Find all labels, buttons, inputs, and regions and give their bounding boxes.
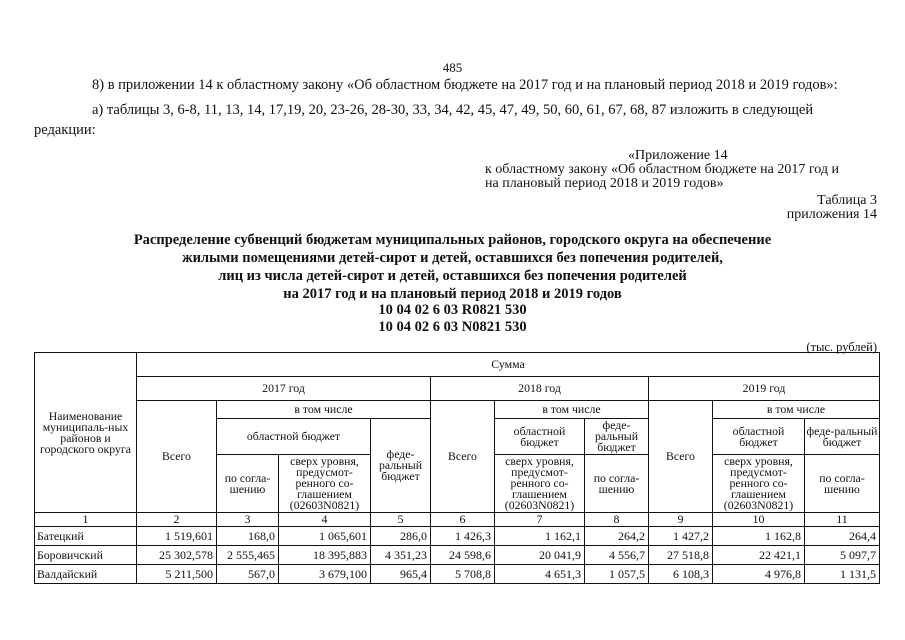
table-cell: 4 351,23 bbox=[371, 546, 431, 565]
table-cell: 4 556,7 bbox=[585, 546, 649, 565]
table-number: Таблица 3 bbox=[817, 193, 877, 208]
column-number: 4 bbox=[279, 513, 371, 527]
appendix-title: «Приложение 14 bbox=[628, 148, 728, 163]
table-cell: 965,4 bbox=[371, 565, 431, 584]
total-2018-header: Всего bbox=[431, 401, 495, 513]
table-cell: 1 065,601 bbox=[279, 527, 371, 546]
name-column-header: Наименование муниципаль-ных районов и городского округа bbox=[35, 353, 137, 513]
table-cell: 5 211,500 bbox=[137, 565, 217, 584]
total-2017-header: Всего bbox=[137, 401, 217, 513]
page-number: 485 bbox=[442, 60, 463, 75]
table-cell: 1 519,601 bbox=[137, 527, 217, 546]
column-number: 11 bbox=[805, 513, 880, 527]
table-cell: 264,4 bbox=[805, 527, 880, 546]
title-line-2: жилыми помещениями детей-сирот и детей, оставшихся без попечения родителей, bbox=[182, 250, 723, 266]
budget-code-2: 10 04 02 6 03 N0821 530 bbox=[378, 319, 527, 335]
table-cell: 1 162,8 bbox=[713, 527, 805, 546]
column-number: 9 bbox=[649, 513, 713, 527]
table-cell: 2 555,465 bbox=[217, 546, 279, 565]
appendix-law-line2: на плановый период 2018 и 2019 годов» bbox=[485, 176, 724, 191]
table-cell: 1 427,2 bbox=[649, 527, 713, 546]
by-agreement-2018-header: по согла-шению bbox=[585, 455, 649, 513]
column-number: 1 bbox=[35, 513, 137, 527]
regional-2019-header: областной бюджет bbox=[713, 419, 805, 455]
year-2017-header: 2017 год bbox=[137, 377, 431, 401]
by-agreement-2017-header: по согла-шению bbox=[217, 455, 279, 513]
including-2018-header: в том числе bbox=[495, 401, 649, 419]
total-2019-header: Всего bbox=[649, 401, 713, 513]
table-row bbox=[35, 527, 880, 546]
table-appendix-ref: приложения 14 bbox=[786, 207, 877, 222]
units-label: (тыс. рублей) bbox=[806, 340, 877, 354]
column-number: 10 bbox=[713, 513, 805, 527]
table-cell: 4 976,8 bbox=[713, 565, 805, 584]
table-row bbox=[35, 546, 880, 565]
federal-2017-header: феде-ральный бюджет bbox=[371, 419, 431, 513]
budget-code-1: 10 04 02 6 03 R0821 530 bbox=[378, 302, 527, 318]
title-line-3: лиц из числа детей-сирот и детей, оставшихся без попечения родителей bbox=[218, 268, 687, 284]
regional-2018-header: областной бюджет bbox=[495, 419, 585, 455]
column-number: 8 bbox=[585, 513, 649, 527]
by-agreement-2019-header: по согла-шению bbox=[805, 455, 880, 513]
table-cell: 567,0 bbox=[217, 565, 279, 584]
table-cell: 22 421,1 bbox=[713, 546, 805, 565]
including-2017-header: в том числе bbox=[217, 401, 431, 419]
federal-2018-header: феде-ральный бюджет bbox=[585, 419, 649, 455]
table-cell: 5 708,8 bbox=[431, 565, 495, 584]
table-cell: 20 041,9 bbox=[495, 546, 585, 565]
above-level-2017-header: сверх уровня, предусмот-ренного со-глашением (02603N0821) bbox=[279, 455, 371, 513]
table-cell: 264,2 bbox=[585, 527, 649, 546]
table-cell: 1 426,3 bbox=[431, 527, 495, 546]
subventions-table bbox=[34, 352, 880, 584]
table-cell: 286,0 bbox=[371, 527, 431, 546]
column-number-row bbox=[35, 513, 880, 527]
table-cell: 18 395,883 bbox=[279, 546, 371, 565]
title-line-4: на 2017 год и на плановый период 2018 и 2019 годов bbox=[283, 286, 622, 302]
district-name: Валдайский bbox=[35, 565, 137, 584]
paragraph-a-line2: редакции: bbox=[34, 122, 96, 138]
federal-2019-header: феде-ральный бюджет bbox=[805, 419, 880, 455]
paragraph-a-line1: а) таблицы 3, 6-8, 11, 13, 14, 17,19, 20, 23-26, 28-30, 33, 34, 42, 45, 47, 49, 50, 60, 61, 67, 68, 87 изложить в следующей bbox=[92, 102, 814, 118]
year-2019-header: 2019 год bbox=[649, 377, 880, 401]
column-number: 6 bbox=[431, 513, 495, 527]
sum-header: Сумма bbox=[137, 353, 880, 377]
regional-2017-header: областной бюджет bbox=[217, 419, 371, 455]
title-line-1: Распределение субвенций бюджетам муниципальных районов, городского округа на обеспечение bbox=[133, 232, 772, 248]
column-number: 3 bbox=[217, 513, 279, 527]
table-cell: 3 679,100 bbox=[279, 565, 371, 584]
table-cell: 5 097,7 bbox=[805, 546, 880, 565]
district-name: Батецкий bbox=[35, 527, 137, 546]
including-2019-header: в том числе bbox=[713, 401, 880, 419]
table-row bbox=[35, 565, 880, 584]
column-number: 5 bbox=[371, 513, 431, 527]
appendix-law-line1: к областному закону «Об областном бюджете на 2017 год и bbox=[485, 162, 839, 177]
table-cell: 168,0 bbox=[217, 527, 279, 546]
above-level-2018-header: сверх уровня, предусмот-ренного со-глашением (02603N0821) bbox=[495, 455, 585, 513]
table-cell: 4 651,3 bbox=[495, 565, 585, 584]
column-number: 2 bbox=[137, 513, 217, 527]
table-cell: 27 518,8 bbox=[649, 546, 713, 565]
column-number: 7 bbox=[495, 513, 585, 527]
paragraph-8: 8) в приложении 14 к областному закону «Об областном бюджете на 2017 год и на плановый период 2018 и 2019 годов»: bbox=[92, 77, 838, 93]
year-2018-header: 2018 год bbox=[431, 377, 649, 401]
table-cell: 25 302,578 bbox=[137, 546, 217, 565]
district-name: Боровичский bbox=[35, 546, 137, 565]
table-cell: 1 162,1 bbox=[495, 527, 585, 546]
above-level-2019-header: сверх уровня, предусмот-ренного со-глашением (02603N0821) bbox=[713, 455, 805, 513]
table-cell: 1 131,5 bbox=[805, 565, 880, 584]
table-cell: 1 057,5 bbox=[585, 565, 649, 584]
table-cell: 6 108,3 bbox=[649, 565, 713, 584]
table-cell: 24 598,6 bbox=[431, 546, 495, 565]
